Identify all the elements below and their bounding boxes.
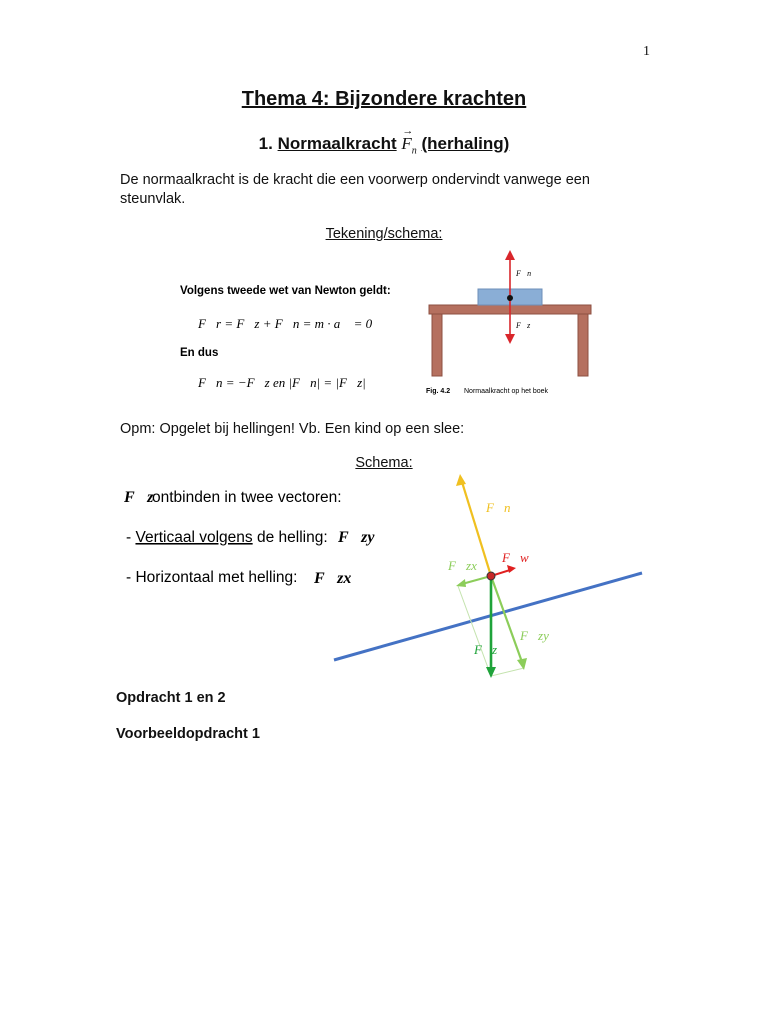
fzy-symbol: F⃗zy [338, 529, 375, 546]
example-assignment-text: Voorbeeldopdracht 1 [116, 726, 260, 742]
assignment-text: Opdracht 1 en 2 [116, 690, 226, 706]
horizontal-component-text: - Horizontaal met helling: [126, 569, 298, 586]
vertical-component-text: - Verticaal volgens de helling: [126, 529, 328, 546]
slope-decomposition-figure [118, 472, 652, 684]
table-leg-right [578, 314, 588, 376]
section-heading [0, 125, 768, 157]
schema-label: Schema: [355, 455, 413, 471]
gravity-force-arrowhead [505, 334, 515, 344]
equation-equal-forces: F⃗n = −F⃗z en |F⃗n| = |F⃗z| [198, 375, 366, 390]
gravity-arrowhead [486, 667, 496, 678]
fzx-arrowhead [456, 579, 466, 587]
normal-force-label: F⃗n [516, 269, 532, 278]
fz-symbol: F⃗z [124, 489, 154, 506]
section-name: Normaalkracht [277, 134, 397, 153]
figure-caption-number: Fig. 4.2 [426, 388, 451, 395]
helper-line-bottom [491, 668, 524, 676]
normal-force-symbol: → $F_n$ [401, 125, 417, 157]
fz-label: F⃗z [474, 642, 498, 657]
table-leg-left [432, 314, 442, 376]
fzx-label: F⃗zx [448, 558, 477, 573]
object-point [487, 572, 495, 580]
fzy-label: F⃗zy [520, 628, 549, 643]
fzx-arrow [462, 576, 491, 584]
gravity-force-label: F⃗z [516, 321, 531, 330]
normal-force-figure [164, 244, 604, 400]
figure-caption-text: Normaalkracht op het boek [464, 388, 549, 395]
fw-label: F⃗w [502, 550, 529, 565]
fn-label: F⃗n [486, 500, 511, 515]
fzx-symbol: F⃗zx [314, 570, 352, 587]
page-title: Thema 4: Bijzondere krachten [241, 88, 527, 110]
definition-text: De normaalkracht is de kracht die een voorwerp ondervindt vanwege een steunvlak. [120, 172, 590, 207]
book-center-point [507, 295, 513, 301]
remark-text: Opm: Opgelet bij hellingen! Vb. Een kind op een slee: [120, 421, 465, 437]
friction-arrowhead [507, 565, 516, 573]
en-dus-text: En dus [180, 347, 219, 359]
section-number: 1. [258, 134, 273, 153]
page-number: 1 [643, 44, 650, 59]
equation-net-force: F⃗r = F⃗z + F⃗n = m · a⃗ = 0⃗ [198, 316, 383, 331]
section-suffix: (herhaling) [421, 134, 510, 153]
decompose-text: ontbinden in twee vectoren: [152, 489, 342, 506]
normal-force-arrowhead [505, 250, 515, 260]
normal-force-arrowhead [456, 474, 466, 486]
helper-line-left [458, 586, 491, 676]
newton-law-text: Volgens tweede wet van Newton geldt: [180, 285, 391, 297]
drawing-label: Tekening/schema: [325, 226, 443, 242]
